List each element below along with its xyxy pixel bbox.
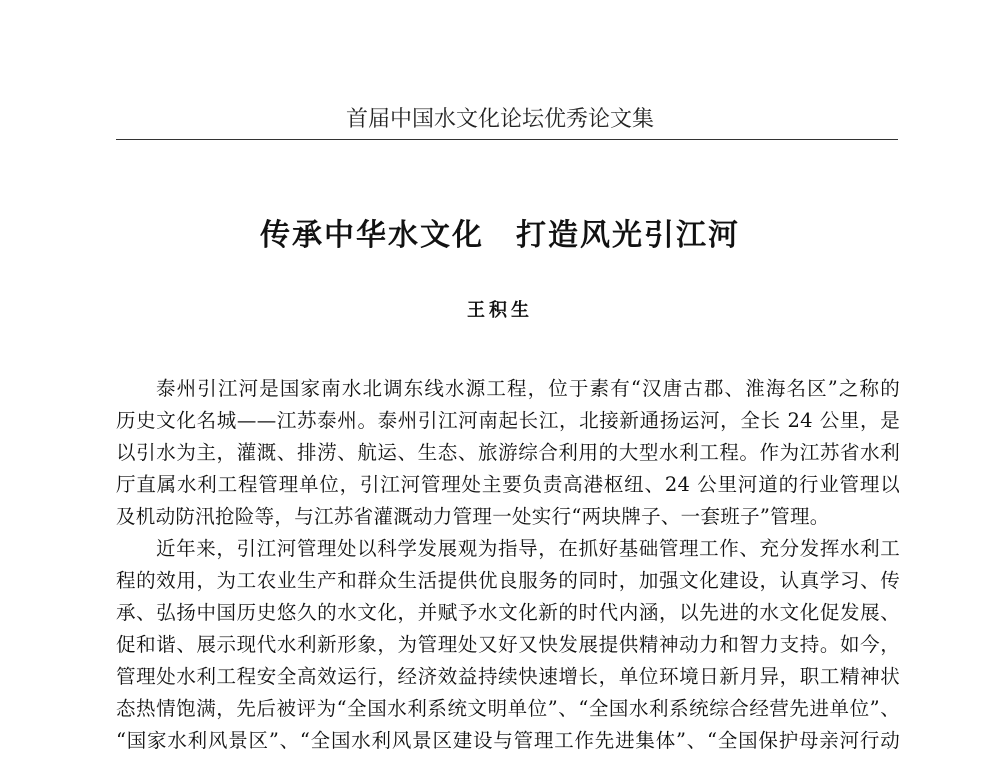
- body-line: 历史文化名城——江苏泰州。泰州引江河南起长江，北接新通扬运河，全长 24 公里，是: [116, 409, 900, 432]
- header-rule: [116, 139, 898, 140]
- article-author: 王积生: [467, 300, 533, 321]
- body-line: 以引水为主，灌溉、排涝、航运、生态、旅游综合利用的大型水利工程。作为江苏省水利: [116, 441, 900, 464]
- body-line: 程的效用，为工农业生产和群众生活提供优良服务的同时，加强文化建设，认真学习、传: [116, 569, 900, 592]
- body-line: “国家水利风景区”、“全国水利风景区建设与管理工作先进集体”、“全国保护母亲河行动: [116, 729, 900, 752]
- body-line: 促和谐、展示现代水利新形象，为管理处又好又快发展提供精神动力和智力支持。如今，: [116, 633, 900, 656]
- body-line: 承、弘扬中国历史悠久的水文化，并赋予水文化新的时代内涵，以先进的水文化促发展、: [116, 601, 900, 624]
- article-body: [116, 373, 900, 757]
- body-line: 泰州引江河是国家南水北调东线水源工程，位于素有“汉唐古郡、淮海名区”之称的: [156, 377, 900, 400]
- body-line: 态热情饱满，先后被评为“全国水利系统文明单位”、“全国水利系统综合经营先进单位”、: [116, 697, 900, 720]
- running-header: 首届中国水文化论坛优秀论文集: [345, 107, 654, 132]
- body-line: 厅直属水利工程管理单位，引江河管理处主要负责高港枢纽、24 公里河道的行业管理以: [116, 473, 900, 496]
- body-line: 近年来，引江河管理处以科学发展观为指导，在抓好基础管理工作、充分发挥水利工: [156, 537, 900, 560]
- article-title: 传承中华水文化 打造风光引江河: [260, 218, 740, 253]
- body-line: 及机动防汛抢险等，与江苏省灌溉动力管理一处实行“两块牌子、一套班子”管理。: [116, 505, 830, 528]
- body-line: 管理处水利工程安全高效运行，经济效益持续快速增长，单位环境日新月异，职工精神状: [116, 665, 900, 688]
